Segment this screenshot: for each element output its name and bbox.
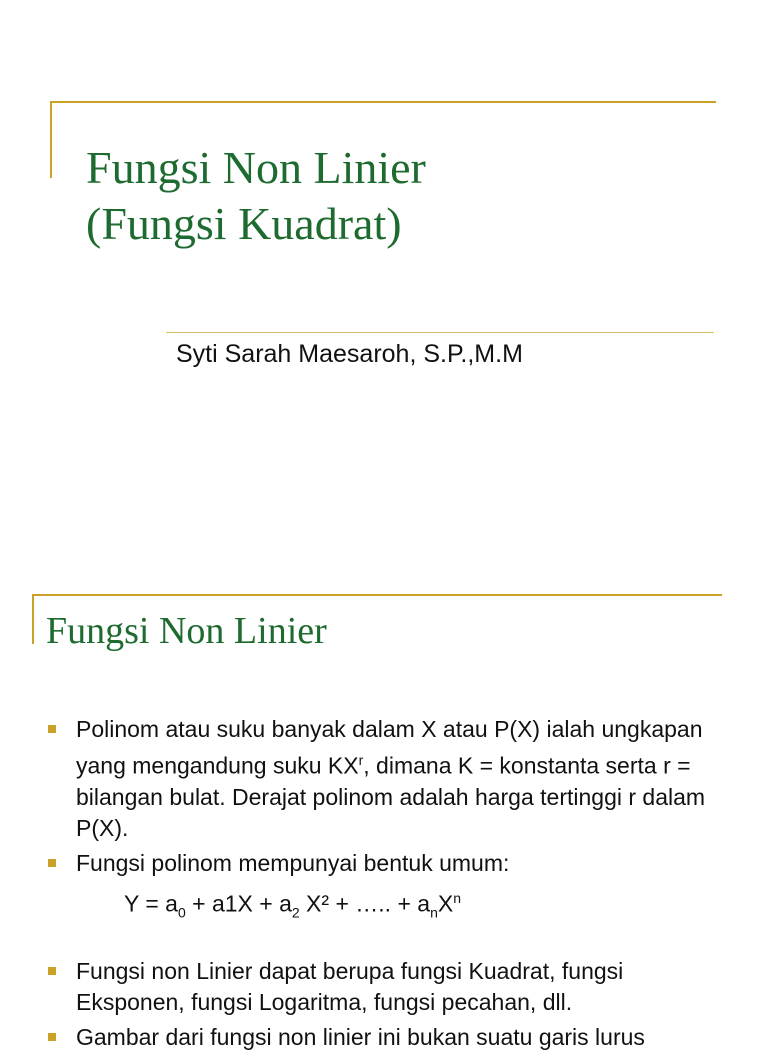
bullet-square-icon: [48, 967, 56, 975]
bullet-square-icon: [48, 1033, 56, 1041]
bullet-item: [46, 956, 726, 1018]
bullet1-sup: r: [358, 752, 364, 768]
slide1-title-line2: (Fungsi Kuadrat): [86, 198, 402, 249]
bullet1-text-a: Polinom atau suku banyak dalam X atau P(X) ialah ungkapan yang mengandung suku KX: [76, 716, 703, 779]
bullet-item: [46, 1022, 726, 1053]
bullet-item: [46, 714, 726, 844]
slide1-title-line1: Fungsi Non Linier: [86, 142, 426, 193]
formula-sub: 2: [291, 903, 300, 920]
formula-part: + a1X + a: [185, 890, 292, 917]
bullet-square-icon: [48, 859, 56, 867]
slide2-top-rule: [32, 594, 722, 596]
bullet-square-icon: [48, 725, 56, 733]
bullet1-text-b: , dimana K = konstanta serta r = bilangan bulat. Derajat polinom adalah harga tertinggi r dalam P(X).: [76, 752, 706, 841]
bullet-list: [46, 714, 726, 1057]
formula-part: X: [437, 890, 454, 917]
slide1-top-rule: [50, 101, 716, 103]
polynomial-formula: [46, 883, 726, 928]
formula-part: Y = a: [124, 890, 178, 917]
formula-part: X² + ….. + a: [299, 890, 431, 917]
slide1-title: [86, 140, 426, 252]
slide2-left-rule: [32, 594, 34, 644]
bullet-item: [46, 848, 726, 879]
formula-sub: 0: [177, 903, 186, 920]
bullet2-text: Fungsi polinom mempunyai bentuk umum:: [76, 849, 510, 876]
author-name: Syti Sarah Maesaroh, S.P.,M.M: [176, 340, 523, 368]
formula-sup: n: [453, 889, 461, 906]
formula-sub: n: [430, 903, 438, 920]
slide1-subtitle-rule: [166, 332, 714, 333]
content-slide: [0, 580, 768, 1050]
slide1-left-rule: [50, 101, 52, 178]
bullet4-text: Gambar dari fungsi non linier ini bukan suatu garis lurus: [76, 1023, 645, 1050]
slide2-title: Fungsi Non Linier: [46, 610, 327, 652]
bullet3-text: Fungsi non Linier dapat berupa fungsi Kuadrat, fungsi Eksponen, fungsi Logaritma, fungsi pecahan, dll.: [76, 957, 624, 1015]
